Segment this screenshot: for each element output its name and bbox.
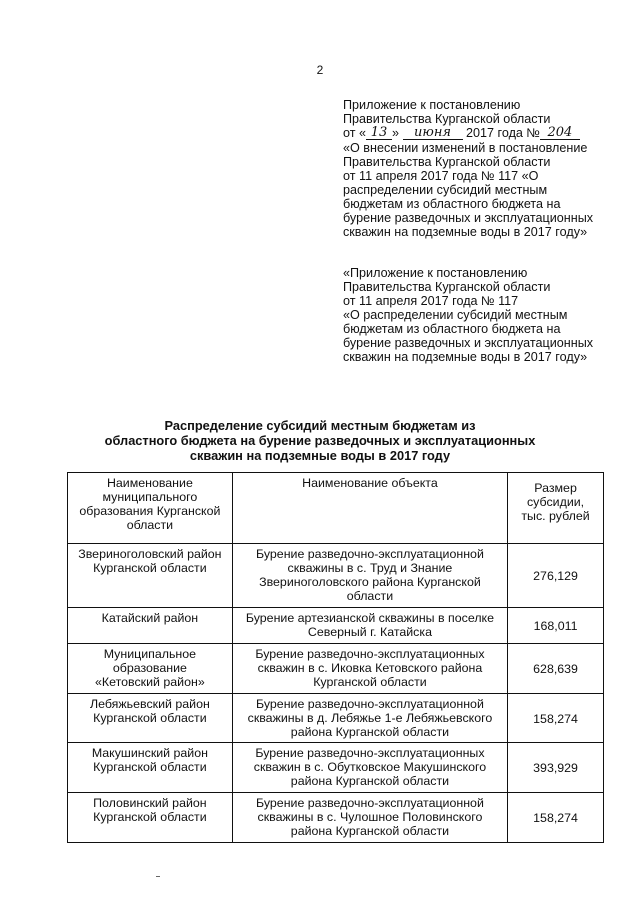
header-object: Наименование объекта: [232, 473, 507, 544]
header-amount: Размер субсидии, тыс. рублей: [508, 473, 604, 544]
cell-object: Бурение разведочно-эксплуатационной скважины в д. Лебяжье 1-е Лебяжьевского района Курганской области: [232, 694, 507, 743]
document-title: [60, 418, 580, 463]
cell-municipality: Лебяжьевский район Курганской области: [68, 694, 233, 743]
date-year-text: 2017 года №: [466, 126, 540, 140]
appendix-line: распределении субсидий местным: [343, 183, 548, 197]
cell-object: Бурение артезианской скважины в поселке Северный г. Катайска: [232, 608, 507, 644]
appendix-date-line: [343, 126, 613, 141]
scan-speck: [156, 876, 160, 877]
title-line: скважин на подземные воды в 2017 году: [189, 448, 451, 463]
cell-object: Бурение разведочно-эксплуатационной скважины в с. Чулошное Половинского района Курганской области: [232, 793, 507, 843]
cell-municipality: Макушинский район Курганской области: [68, 743, 233, 793]
cell-amount: 628,639: [508, 644, 604, 694]
cell-amount: 158,274: [508, 694, 604, 743]
handwritten-day: 13: [366, 127, 392, 140]
appendix-line: бурение разведочных и эксплуатационных: [343, 336, 594, 350]
cell-municipality: Звериноголовский район Курганской области: [68, 544, 233, 608]
table-row: [68, 793, 604, 843]
handwritten-month: июня: [403, 127, 463, 140]
handwritten-document-number: 204: [540, 127, 580, 140]
cell-municipality: Катайский район: [68, 608, 233, 644]
appendix-line: «О внесении изменений в постановление: [343, 141, 588, 155]
table-row: [68, 694, 604, 743]
appendix-line: Правительства Курганской области: [343, 280, 551, 294]
appendix-line: скважин на подземные воды в 2017 году»: [343, 350, 588, 364]
table-row: [68, 544, 604, 608]
appendix-amendment-block: [343, 98, 613, 239]
appendix-line: бюджетам из областного бюджета на: [343, 322, 561, 336]
date-mid: »: [392, 126, 400, 140]
cell-amount: 168,011: [508, 608, 604, 644]
header-municipality: Наименование муниципального образования Курганской области: [68, 473, 233, 544]
title-line: областного бюджета на бурение разведочных и эксплуатационных: [104, 433, 536, 448]
appendix-line: бурение разведочных и эксплуатационных: [343, 211, 594, 225]
table-header-row: [68, 473, 604, 544]
table-row: [68, 644, 604, 694]
table-row: [68, 743, 604, 793]
date-prefix: от «: [343, 126, 366, 140]
title-line: Распределение субсидий местным бюджетам из: [164, 418, 476, 433]
appendix-line: бюджетам из областного бюджета на: [343, 197, 561, 211]
cell-object: Бурение разведочно-эксплуатационных скважин в с. Иковка Кетовского района Курганской области: [232, 644, 507, 694]
table-row: [68, 608, 604, 644]
appendix-line: от 11 апреля 2017 года № 117 «О: [343, 169, 539, 183]
cell-municipality: Половинский район Курганской области: [68, 793, 233, 843]
subsidy-table: [67, 472, 604, 843]
cell-amount: 276,129: [508, 544, 604, 608]
cell-object: Бурение разведочно-эксплуатационных скважин в с. Обутковское Макушинского района Курганской области: [232, 743, 507, 793]
appendix-original-block: [343, 266, 613, 364]
appendix-line: скважин на подземные воды в 2017 году»: [343, 225, 588, 239]
appendix-line: от 11 апреля 2017 года № 117: [343, 294, 519, 308]
cell-object: Бурение разведочно-эксплуатационной скважины в с. Труд и Знание Звериноголовского района Курганской области: [232, 544, 507, 608]
appendix-line: Правительства Курганской области: [343, 112, 551, 126]
page-number: 2: [316, 63, 324, 77]
appendix-line: «Приложение к постановлению: [343, 266, 528, 280]
appendix-line: «О распределении субсидий местным: [343, 308, 568, 322]
cell-amount: 393,929: [508, 743, 604, 793]
appendix-line: Приложение к постановлению: [343, 98, 521, 112]
cell-municipality: Муниципальное образование «Кетовский район»: [68, 644, 233, 694]
appendix-line: Правительства Курганской области: [343, 155, 551, 169]
cell-amount: 158,274: [508, 793, 604, 843]
